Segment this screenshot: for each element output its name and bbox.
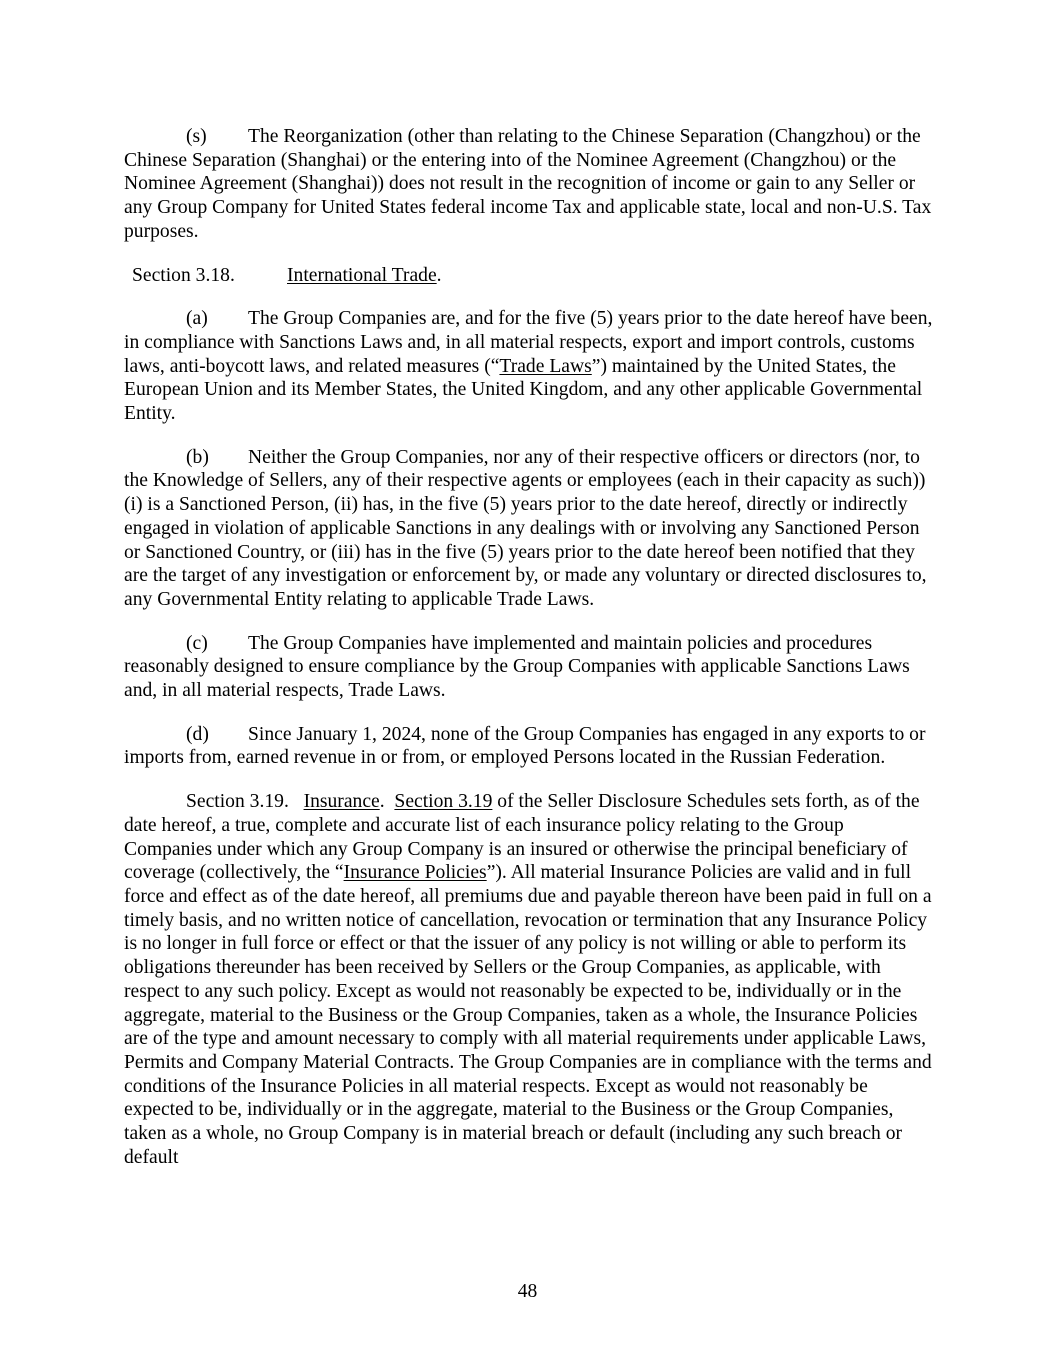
paragraph-b xyxy=(124,446,936,612)
paragraph-d xyxy=(124,723,936,770)
defined-term: Insurance Policies xyxy=(343,862,487,884)
section-reference: Section 3.19 xyxy=(394,791,493,813)
section-number: Section 3.19. xyxy=(186,791,289,813)
paragraph-text: The Reorganization (other than relating to the Chinese Separation (Changzhou) or the Chinese Separation (Shanghai) or the entering into of the Nominee Agreement (Changzhou) or the Nominee Agreement (Shanghai)) does not result in the recognition of income or gain to any Seller or any Group Company for United States federal income Tax and applicable state, local and non-U.S. Tax purposes. xyxy=(124,126,932,242)
paragraph-text: The Group Companies have implemented and maintain policies and procedures reasonably designed to ensure compliance by the Group Companies with applicable Sanctions Laws and, in all material respects, Trade Laws. xyxy=(124,632,910,702)
paragraph-c xyxy=(124,632,936,703)
paragraph-label: (a) xyxy=(186,308,208,330)
defined-term: Trade Laws xyxy=(499,355,592,377)
document-page xyxy=(124,125,936,1189)
section-heading-3-18: Section 3.18. International Trade. xyxy=(132,264,442,286)
paragraph-label: (b) xyxy=(186,446,209,468)
paragraph-a: (a) The Group Companies are, and for the five (5) years prior to the date hereof have been, in compliance with Sanctions Laws and, in all material respects, export and import controls, customs laws, anti-boycott laws, and related measures (“Trade Laws”) maintained by the United States, the European Union and its Member States, the United Kingdom, and any other applicable Governmental Entity. xyxy=(124,308,933,425)
paragraph-text: Neither the Group Companies, nor any of their respective officers or directors (nor, to the Knowledge of Sellers, any of their respective agents or employees (each in their capacity as such)) (i) is a Sanctioned Person, (ii) has, in the five (5) years prior to the date hereof, directly or indirectly engaged in violation of applicable Sanctions in any dealings with or involving any Sanctioned Person or Sanctioned Country, or (iii) has in the five (5) years prior to the date hereof been notified that they are the target of any investigation or enforcement by, or made any voluntary or directed disclosures to, any Governmental Entity relating to applicable Trade Laws. xyxy=(124,446,927,610)
paragraph-label: (d) xyxy=(186,723,209,745)
paragraph-text: Since January 1, 2024, none of the Group Companies has engaged in any exports to or imports from, earned revenue in or from, or employed Persons located in the Russian Federation. xyxy=(124,723,926,769)
page-number: 48 xyxy=(517,1281,538,1302)
section-number: Section 3.18. xyxy=(132,264,235,286)
paragraph-s xyxy=(124,125,936,244)
paragraph-label: (s) xyxy=(186,126,207,147)
section-title: Insurance xyxy=(303,791,380,813)
section-3-19-paragraph: Section 3.19. Insurance. Section 3.19 of the Seller Disclosure Schedules sets forth, as of the date hereof, a true, complete and accurate list of each insurance policy relating to the Group Companies under which any Group Company is an insured or otherwise the principal beneficiary of coverage (collectively, the “Insurance Policies”). All material Insurance Policies are valid and in full force and effect as of the date hereof, all premiums due and payable thereon have been paid in full on a timely basis, and no written notice of cancellation, revocation or termination that any Insurance Policy is no longer in full force or effect or that the issuer of any policy is not willing or able to perform its obligations thereunder has been received by Sellers or the Group Companies, as applicable, with respect to any such policy. Except as would not reasonably be expected to be, individually or in the aggregate, material to the Business or the Group Companies, taken as a whole, the Insurance Policies are of the type and amount necessary to comply with all material requirements under applicable Laws, Permits and Company Material Contracts. The Group Companies are in compliance with the terms and conditions of the Insurance Policies in all material respects. Except as would not reasonably be expected to be, individually or in the aggregate, material to the Business or the Group Companies, taken as a whole, no Group Company is in material breach or default (including any such breach or default xyxy=(124,791,932,1168)
section-title: International Trade xyxy=(287,264,437,286)
paragraph-label: (c) xyxy=(186,632,208,654)
